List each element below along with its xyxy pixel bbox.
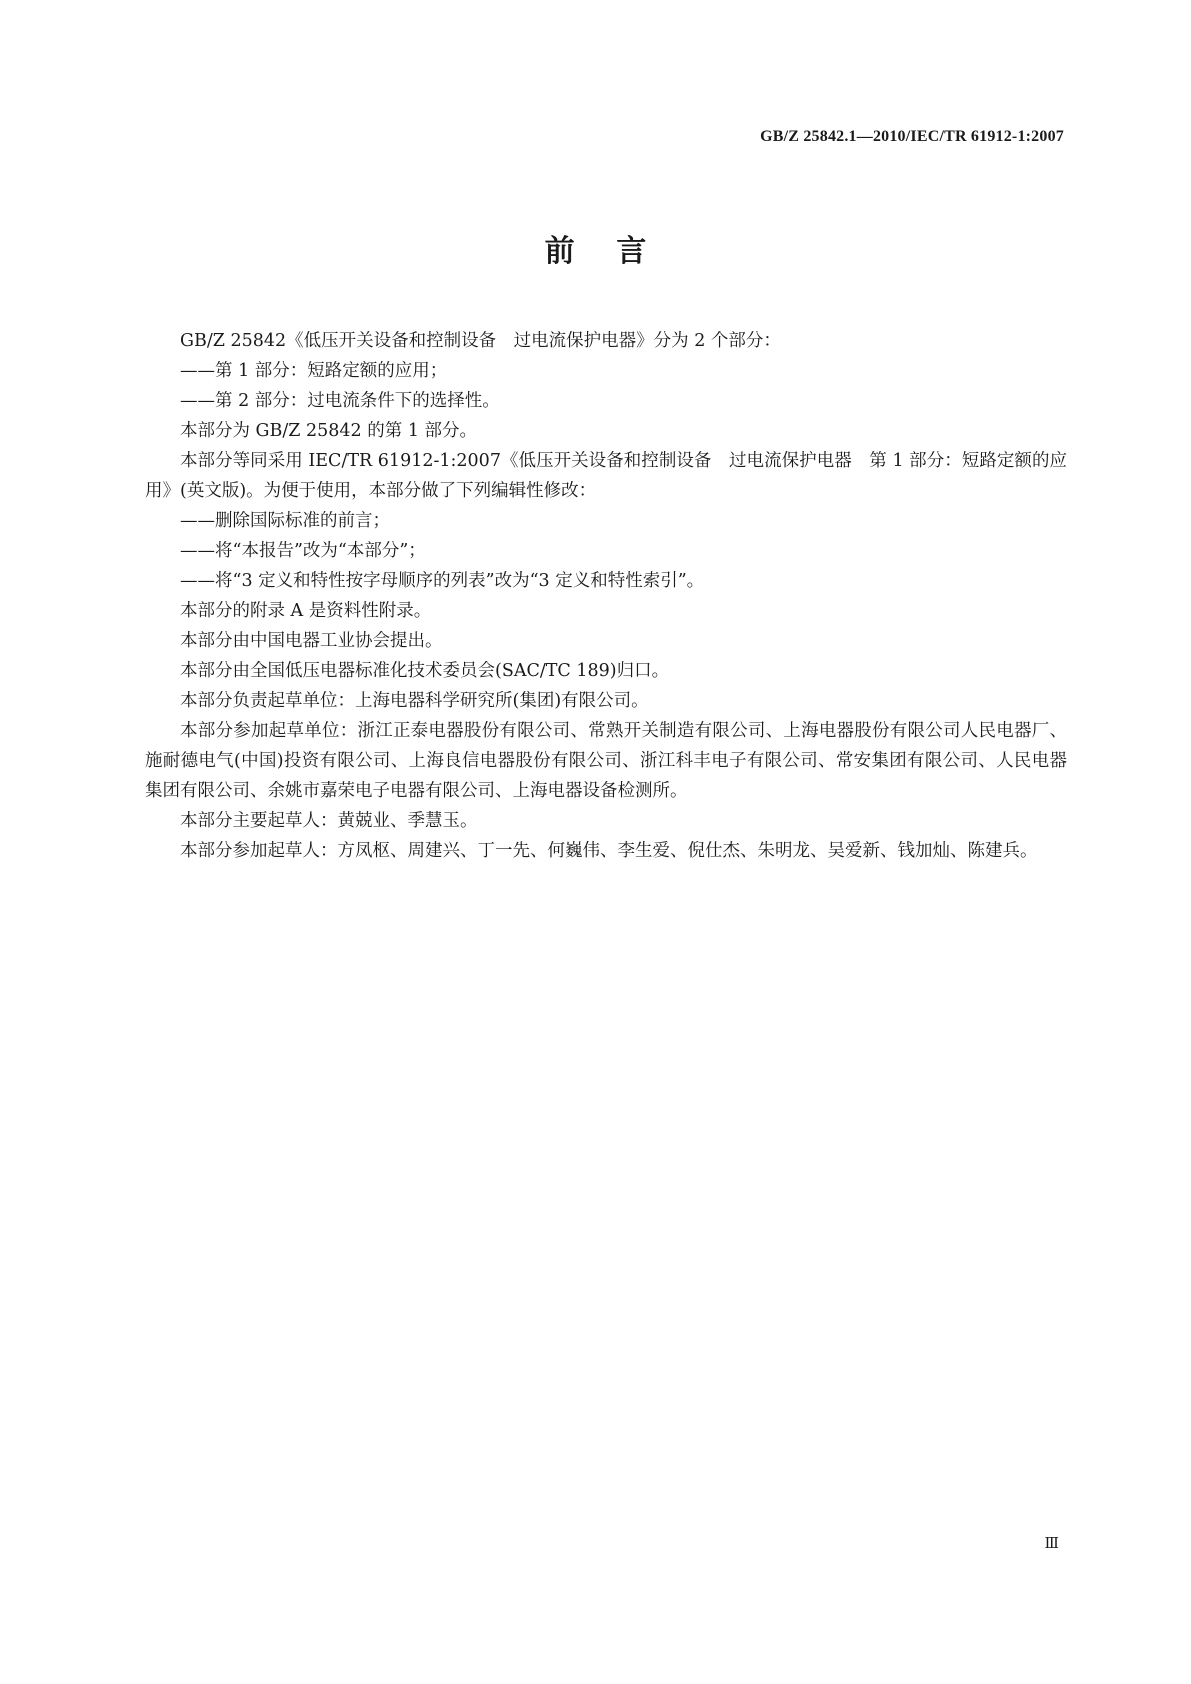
list-item: ——将“本报告”改为“本部分”； (180, 541, 426, 561)
paragraph: 本部分的附录 A 是资料性附录。 (180, 601, 432, 621)
list-item: ——删除国际标准的前言； (180, 511, 390, 531)
paragraph: 本部分负责起草单位：上海电器科学研究所(集团)有限公司。 (180, 691, 649, 711)
list-item: ——第 2 部分：过电流条件下的选择性。 (180, 391, 500, 411)
standard-number-header: GB/Z 25842.1—2010/IEC/TR 61912-1:2007 (760, 128, 1064, 145)
page-title: 前 言 (544, 234, 647, 269)
list-item: ——将“3 定义和特性按字母顺序的列表”改为“3 定义和特性索引”。 (180, 571, 705, 591)
paragraph: 本部分由中国电器工业协会提出。 (180, 631, 443, 651)
page-number: Ⅲ (1044, 1536, 1058, 1552)
list-item: ——第 1 部分：短路定额的应用； (180, 361, 448, 381)
paragraph: GB/Z 25842《低压开关设备和控制设备 过电流保护电器》分为 2 个部分： (180, 331, 781, 351)
paragraph: 本部分参加起草单位：浙江正泰电器股份有限公司、常熟开关制造有限公司、上海电器股份有限公司人民电器厂、施耐德电气(中国)投资有限公司、上海良信电器股份有限公司、浙江科丰电子有限公司、常安集团有限公司、人民电器集团有限公司、余姚市嘉荣电子电器有限公司、上海电器设备检测所。 (145, 721, 1067, 801)
paragraph: 本部分主要起草人：黄兢业、季慧玉。 (180, 811, 478, 831)
foreword-body (145, 326, 1067, 866)
paragraph: 本部分为 GB/Z 25842 的第 1 部分。 (180, 421, 478, 441)
paragraph: 本部分参加起草人：方凤枢、周建兴、丁一先、何巍伟、李生爱、倪仕杰、朱明龙、吴爱新、钱加灿、陈建兵。 (180, 841, 1038, 861)
paragraph: 本部分由全国低压电器标准化技术委员会(SAC/TC 189)归口。 (180, 661, 670, 681)
paragraph: 本部分等同采用 IEC/TR 61912-1:2007《低压开关设备和控制设备 过电流保护电器 第 1 部分：短路定额的应用》(英文版)。为便于使用，本部分做了下列编辑性修改： (145, 451, 1067, 501)
